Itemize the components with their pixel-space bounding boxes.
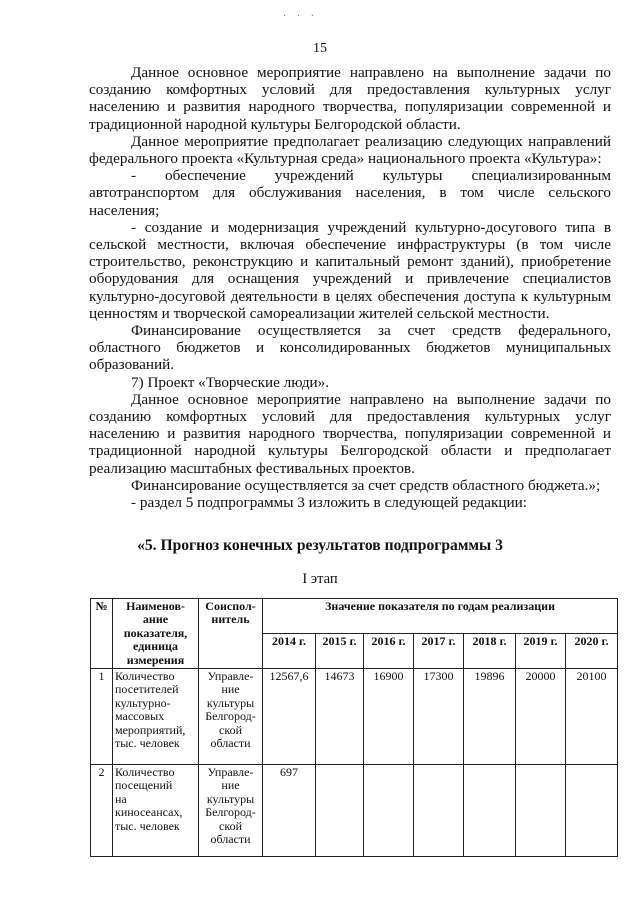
- year-header: 2020 г.: [566, 634, 618, 669]
- table-header-row: [91, 599, 618, 634]
- year-header: 2018 г.: [464, 634, 516, 669]
- paragraph: - создание и модернизация учреждений культурно-досугового типа в сельской местности, включая обеспечение инфраструктуры (в том числе строительство, реконструкцию и капитальный ремонт зданий), приобретение оборудования для оснащения учреждений и привлечение специалистов культурно-досуговой деятельности в целях обеспечения доступа к культурным ценностям и творческой самореализации жителей сельской местности.: [89, 218, 611, 322]
- paragraph: 7) Проект «Творческие люди».: [131, 373, 330, 391]
- col-group-header: Значение показателя по годам реализации: [263, 599, 618, 634]
- value-cell: 20000: [516, 669, 566, 765]
- row-num: 2: [91, 765, 113, 857]
- page-number: 15: [313, 41, 327, 56]
- table-row: [91, 669, 618, 765]
- value-cell: 12567,6: [263, 669, 316, 765]
- paragraph: - обеспечение учреждений культуры специализированным автотранспортом для обслуживания населения, в том числе сельского населения;: [89, 167, 611, 219]
- indicator-name: Количество посещений на киносеансах, тыс. человек: [113, 765, 199, 857]
- value-cell: 16900: [364, 669, 414, 765]
- value-cell: [464, 765, 516, 857]
- value-cell: [566, 765, 618, 857]
- indicator-name: Количество посетителей культурно- массовых мероприятий, тыс. человек: [113, 669, 199, 765]
- year-header: 2016 г.: [364, 634, 414, 669]
- stage-label: I этап: [302, 571, 338, 587]
- paragraph: Финансирование осуществляется за счет средств федерального, областного бюджетов и консолидированных бюджетов муниципальных образований.: [89, 322, 611, 374]
- paragraph: Финансирование осуществляется за счет средств областного бюджета.»;: [131, 476, 601, 494]
- paragraph: Данное основное мероприятие направлено на выполнение задачи по созданию комфортных условий для предоставления культурных услуг населению и развития народного творчества, популяризации современной и традиционной народной культуры Белгородской области.: [89, 64, 611, 133]
- row-num: 1: [91, 669, 113, 765]
- year-header: 2014 г.: [263, 634, 316, 669]
- year-header: 2019 г.: [516, 634, 566, 669]
- table-row: [91, 765, 618, 857]
- value-cell: 14673: [316, 669, 364, 765]
- col-name-header: Наименов- ание показателя, единица измерения: [113, 599, 199, 669]
- executor: Управле- ние культуры Белгород- ской области: [199, 765, 263, 857]
- year-header: 2017 г.: [414, 634, 464, 669]
- value-cell: [316, 765, 364, 857]
- col-num-header: №: [91, 599, 113, 669]
- value-cell: 19896: [464, 669, 516, 765]
- value-cell: [364, 765, 414, 857]
- value-cell: 20100: [566, 669, 618, 765]
- value-cell: 697: [263, 765, 316, 857]
- section-heading: «5. Прогноз конечных результатов подпрограммы 3: [137, 537, 503, 554]
- paragraph: Данное основное мероприятие направлено на выполнение задачи по созданию комфортных условий для предоставления культурных услуг населению и развития народного творчества, популяризации современной и традиционной народной культуры Белгородской области и предполагает реализацию масштабных фестивальных проектов.: [89, 390, 611, 477]
- top-mark: · · ·: [283, 11, 318, 22]
- value-cell: [516, 765, 566, 857]
- value-cell: 17300: [414, 669, 464, 765]
- executor: Управле- ние культуры Белгород- ской области: [199, 669, 263, 765]
- paragraph: - раздел 5 подпрограммы 3 изложить в следующей редакции:: [131, 494, 527, 512]
- paragraph: Данное мероприятие предполагает реализацию следующих направлений федерального проекта «Культурная среда» национального проекта «Культура»:: [89, 132, 611, 168]
- year-header: 2015 г.: [316, 634, 364, 669]
- col-exec-header: Соиспол- нитель: [199, 599, 263, 669]
- body-text: [89, 64, 611, 511]
- results-table: [90, 598, 618, 857]
- value-cell: [414, 765, 464, 857]
